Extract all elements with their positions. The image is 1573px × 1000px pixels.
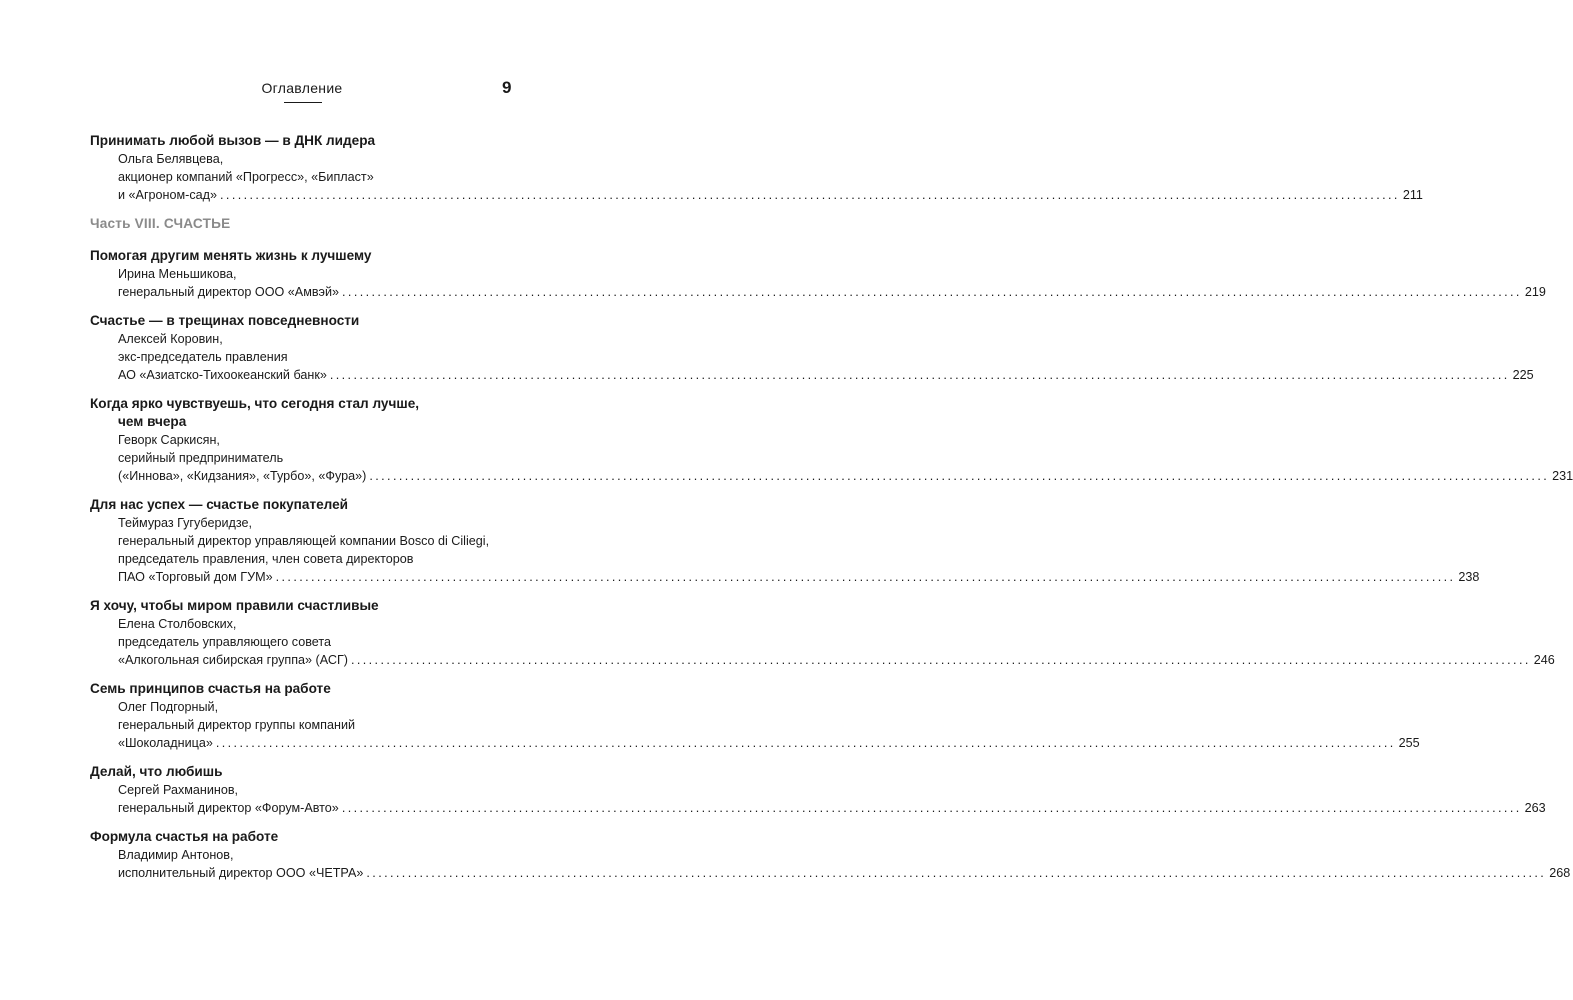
toc-entry [90, 680, 1420, 752]
toc-entry [90, 597, 1555, 669]
part-heading: Часть VIII. СЧАСТЬЕ [90, 216, 231, 231]
entry-title-continued: чем вчера [118, 414, 187, 429]
dot-leader: ........................................................................................................................................................................................................ [215, 736, 1396, 750]
entry-page-number: 255 [1398, 736, 1420, 750]
entry-title: Помогая другим менять жизнь к лучшему [90, 248, 372, 263]
entry-page-number: 231 [1552, 469, 1573, 483]
entry-author-position: АО «Азиатско-Тихоокеанский банк» [118, 368, 327, 382]
table-of-contents [90, 132, 1573, 893]
entry-author-position: исполнительный директор ООО «ЧЕТРА» [118, 866, 364, 880]
entry-author-position: председатель управляющего совета [118, 635, 332, 649]
entry-author: Владимир Антонов, [118, 848, 234, 862]
entry-page-number: 211 [1402, 188, 1423, 202]
entry-author: Сергей Рахманинов, [118, 783, 239, 797]
entry-title: Для нас успех — счастье покупателей [90, 497, 349, 512]
entry-title: Принимать любой вызов — в ДНК лидера [90, 133, 376, 148]
entry-final-line [90, 366, 1534, 384]
entry-page-number: 268 [1549, 866, 1571, 880]
entry-author: Теймураз Гугуберидзе, [118, 516, 253, 530]
toc-entry [90, 247, 1546, 301]
dot-leader: ........................................................................................................................................................................................................ [366, 866, 1547, 880]
dot-leader: ........................................................................................................................................................................................................ [369, 469, 1550, 483]
toc-entry [90, 496, 1480, 586]
entry-page-number: 225 [1512, 368, 1534, 382]
toc-entry [90, 828, 1571, 882]
entry-author-position: ПАО «Торговый дом ГУМ» [118, 570, 273, 584]
entry-author: Ольга Белявцева, [118, 152, 224, 166]
entry-final-line [90, 467, 1573, 485]
entry-author-position: и «Агроном-сад» [118, 188, 218, 202]
entry-title: Формула счастья на работе [90, 829, 279, 844]
entry-page-number: 246 [1533, 653, 1555, 667]
entry-final-line [90, 651, 1555, 669]
entry-title: Делай, что любишь [90, 764, 223, 779]
dot-leader: ........................................................................................................................................................................................................ [220, 188, 1400, 202]
toc-entry [90, 763, 1546, 817]
entry-author: Олег Подгорный, [118, 700, 219, 714]
entry-title: Счастье — в трещинах повседневности [90, 313, 360, 328]
entry-author-position: председатель правления, член совета директоров [118, 552, 414, 566]
dot-leader: ........................................................................................................................................................................................................ [350, 653, 1531, 667]
dot-leader: ........................................................................................................................................................................................................ [342, 285, 1522, 299]
entry-page-number: 238 [1458, 570, 1480, 584]
entry-author: Геворк Саркисян, [118, 433, 220, 447]
entry-author-position: «Шоколадница» [118, 736, 213, 750]
toc-entry [90, 395, 1573, 485]
entry-final-line [90, 283, 1546, 301]
entry-title: Семь принципов счастья на работе [90, 681, 331, 696]
entry-author-position: генеральный директор управляющей компании Bosco di Ciliegi, [118, 534, 490, 548]
entry-final-line [90, 799, 1546, 817]
toc-entries-top [90, 132, 1423, 204]
entry-author-position: экс-председатель правления [118, 350, 288, 364]
entry-final-line [90, 568, 1480, 586]
entry-page-number: 263 [1524, 801, 1546, 815]
toc-entries [90, 247, 1573, 882]
entry-author-position: «Алкогольная сибирская группа» (АСГ) [118, 653, 348, 667]
entry-author: Алексей Коровин, [118, 332, 223, 346]
page-title: Оглавление [261, 80, 343, 96]
entry-author-position: («Иннова», «Кидзания», «Турбо», «Фура») [118, 469, 367, 483]
toc-entry [90, 312, 1534, 384]
toc-entry [90, 132, 1423, 204]
entry-title: Я хочу, чтобы миром правили счастливые [90, 598, 379, 613]
dot-leader: ........................................................................................................................................................................................................ [275, 570, 1456, 584]
entry-final-line [90, 864, 1571, 882]
title-underline [284, 102, 322, 103]
entry-title: Когда ярко чувствуешь, что сегодня стал лучше, [90, 396, 420, 411]
entry-author-position: серийный предприниматель [118, 451, 284, 465]
entry-final-line [90, 186, 1423, 204]
entry-author-position: генеральный директор «Форум-Авто» [118, 801, 339, 815]
dot-leader: ........................................................................................................................................................................................................ [329, 368, 1510, 382]
entry-author: Елена Столбовских, [118, 617, 237, 631]
running-head [0, 80, 631, 104]
entry-author-position: акционер компаний «Прогресс», «Бипласт» [118, 170, 374, 184]
page-number: 9 [502, 78, 512, 97]
entry-final-line [90, 734, 1420, 752]
entry-author: Ирина Меньшикова, [118, 267, 237, 281]
dot-leader: ........................................................................................................................................................................................................ [341, 801, 1522, 815]
entry-author-position: генеральный директор ООО «Амвэй» [118, 285, 340, 299]
entry-author-position: генеральный директор группы компаний [118, 718, 356, 732]
entry-page-number: 219 [1524, 285, 1546, 299]
